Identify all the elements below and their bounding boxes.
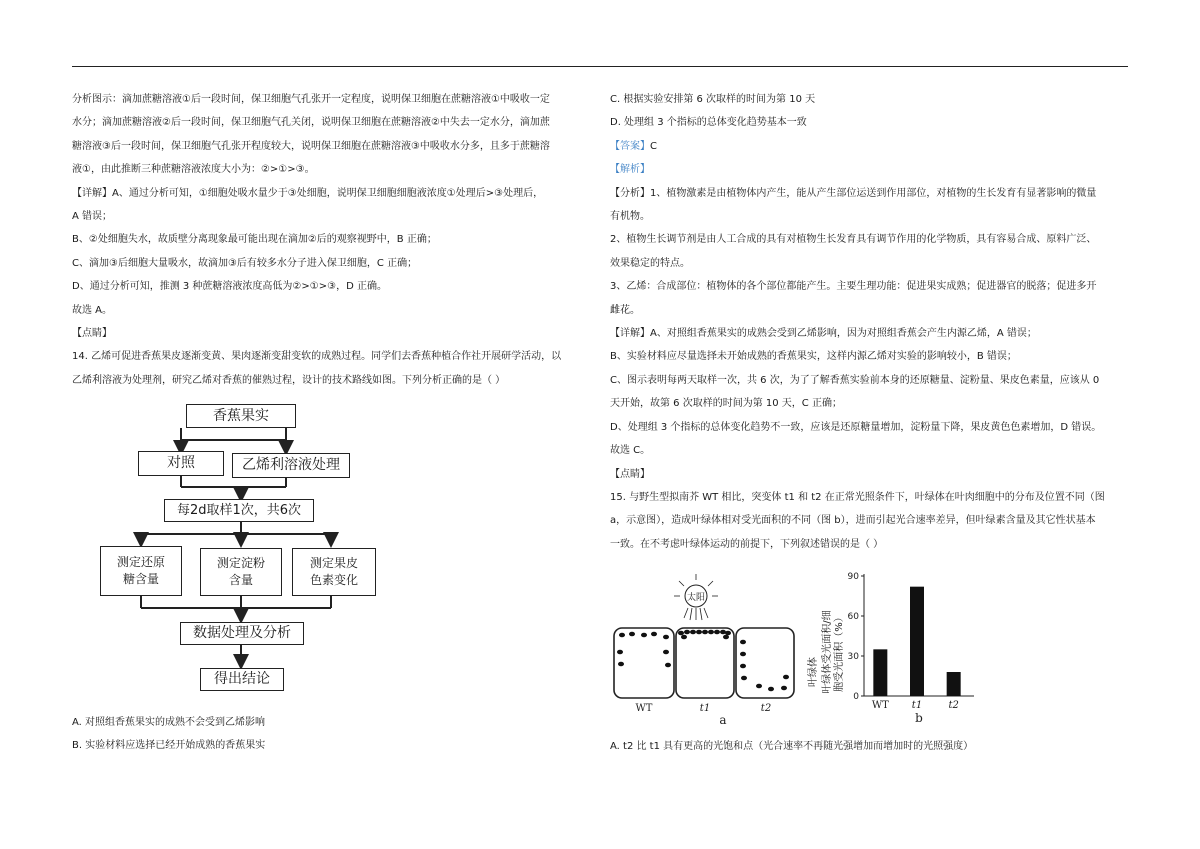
explanation-line: 【点睛】 [610,468,650,480]
explanation-line: 【详解】A、对照组香蕉果实的成熟会受到乙烯影响，因为对照组香蕉会产生内源乙烯，A 错误； [610,328,1037,340]
figure-svg [608,570,988,740]
flow-banana-fruit-box: 香蕉果实 [186,404,296,428]
y-tick-label: 30 [847,652,859,662]
answer-line [610,135,1130,158]
question-14-line: 14. 乙烯可促进香蕉果皮逐渐变黄、果肉逐渐变甜变软的成熟过程。同学们去香蕉种植合作社开展研学活动，以 [72,351,562,363]
left-column [72,88,592,392]
detail-line: B、②处细胞失水，故质壁分离现象最可能出现在滴加②后的观察视野中，B 正确； [72,234,437,246]
flow-measure-peel-pigment-box [292,548,376,596]
detail-line: C、滴加③后细胞大量吸水，故滴加③后有较多水分子进入保卫细胞，C 正确； [72,257,418,269]
explanation-line: D、处理组 3 个指标的总体变化趋势不一致，应该是还原糖量增加，淀粉量下降，果皮黄色色素增加，D 错误。 [610,421,1102,433]
y-tick-label: 0 [853,692,859,702]
explanation-line: 3、乙烯：合成部位：植物体的各个部位都能产生。主要生理功能：促进果实成熟；促进器官的脱落；促进多开 [610,281,1097,293]
cell-label: t1 [699,703,711,714]
chloroplasts [617,630,789,692]
figure-chloroplast [608,570,988,740]
y-tick-label: 60 [847,612,859,622]
answer-label: 【答案】 [610,140,650,152]
flow-conclusion-box: 得出结论 [200,668,284,691]
right-column [610,88,1130,556]
left-options [72,711,592,758]
flow-measure-label: 测定还原 [116,555,165,569]
x-tick-label: t2 [948,700,959,711]
option-a: A. 对照组香蕉果实的成熟不会受到乙烯影响 [72,717,266,728]
bar-t1 [910,587,924,696]
flow-data-analysis-box: 数据处理及分析 [180,622,304,645]
analysis-line: 水分；滴加蔗糖溶液②后一段时间，保卫细胞气孔关闭，说明保卫细胞在蔗糖溶液②中失去一定水分，滴加蔗 [72,117,550,129]
option-c: C. 根据实验安排第 6 次取样的时间为第 10 天 [610,94,816,105]
flow-sampling-box: 每2d取样1次，共6次 [164,499,314,522]
flow-measure-label: 糖含量 [122,572,159,586]
question-15-line: 一致。在不考虑叶绿体运动的前提下，下列叙述错误的是（ ） [610,538,884,550]
detail-line: A 错误； [72,211,113,223]
question-15-line: a，示意图），造成叶绿体相对受光面积的不同（图 b），进而引起光合速率差异，但叶绿素含量及其它性状基本 [610,515,1096,527]
analysis-line: 糖溶液③后一段时间，保卫细胞气孔张开程度较大，说明保卫细胞在蔗糖溶液③中吸收水分多，且多于蔗糖溶 [72,140,550,152]
bar-t2 [947,672,961,696]
cell-label: t2 [760,703,772,714]
flow-measure-label: 色素变化 [309,573,358,587]
y-axis-title-line: 胞受光面积（%） [834,612,845,692]
explanation-label: 【解析】 [610,164,650,176]
explanation-line: 效果稳定的特点。 [610,257,690,269]
panel-a-label: a [719,713,727,727]
bar-chart-b [848,572,974,725]
explanation-line: 雌花。 [610,304,640,316]
explanation-line: 【分析】1、植物激素是由植物体内产生，能从产生部位运送到作用部位，对植物的生长发育有显著影响的微量 [610,187,1097,199]
flow-measure-label: 含量 [228,573,253,587]
flow-measure-reducing-sugar-box [100,546,182,596]
detail-line: 【点睛】 [72,328,112,340]
bar-wt [873,649,887,696]
y-axis-title-line: 叶绿体受光面积/细 [822,610,833,694]
sun-label: 太阳 [686,593,706,603]
explanation-line: C、图示表明每两天取样一次，共 6 次，为了了解香蕉实验前本身的还原糖量、淀粉量、果皮色素量，应该从 0 [610,374,1100,386]
question-15-line: 15. 与野生型拟南芥 WT 相比，突变体 t1 和 t2 在正常光照条件下，叶绿体在叶肉细胞中的分布及位置不同（图 [610,491,1105,503]
y-axis-title-line: 叶绿体 [808,657,819,687]
analysis-line: 液①，由此推断三种蔗糖溶液浓度大小为：②>①>③。 [72,164,315,176]
x-tick-label: WT [871,700,889,711]
flow-control-box: 对照 [138,451,224,476]
analysis-line: 分析图示：滴加蔗糖溶液①后一段时间，保卫细胞气孔张开一定程度，说明保卫细胞在蔗糖溶液①中吸收一定 [72,94,550,105]
answer-value: C [650,140,657,152]
option-15a: A. t2 比 t1 具有更高的光饱和点（光合速率不再随光强增加而增加时的光照强度） [610,741,974,752]
flow-measure-label: 测定淀粉 [216,556,265,570]
panel-b-label: b [915,711,923,725]
option-d: D. 处理组 3 个指标的总体变化趋势基本一致 [610,117,807,129]
flow-measure-label: 测定果皮 [309,556,358,570]
explanation-line: 天开始，故第 6 次取样的时间为第 10 天，C 正确； [610,398,842,410]
flow-ethephon-treatment-box: 乙烯利溶液处理 [232,453,350,478]
detail-line: D、通过分析可知，推测 3 种蔗糖溶液浓度高低为②>①>③，D 正确。 [72,281,387,293]
detail-line: 故选 A。 [72,304,113,316]
detail-line: 【详解】A、通过分析可知，①细胞处吸水量少于③处细胞，说明保卫细胞细胞液浓度①处理后>③处理后， [72,187,544,199]
technical-route-flowchart [96,400,396,700]
explanation-line: B、实验材料应尽量选择未开始成熟的香蕉果实，这样内源乙烯对实验的影响较小，B 错误； [610,351,1017,363]
explanation-line: 有机物。 [610,211,650,223]
x-tick-label: t1 [911,700,923,711]
flow-measure-starch-box [200,548,282,596]
header-rule [72,66,1128,67]
sun-icon [674,574,718,620]
cell-label: WT [635,703,653,714]
option-b: B. 实验材料应选择已经开始成熟的香蕉果实 [72,740,266,752]
y-tick-label: 90 [847,572,859,582]
question-14-line: 乙烯利溶液为处理剂，研究乙烯对香蕉的催熟过程，设计的技术路线如图。下列分析正确的是（ ） [72,374,506,386]
explanation-line: 2、植物生长调节剂是由人工合成的具有对植物生长发育具有调节作用的化学物质，具有容易合成、原料广泛、 [610,234,1097,246]
explanation-line: 故选 C。 [610,445,651,457]
right-bottom-option [610,735,1130,758]
